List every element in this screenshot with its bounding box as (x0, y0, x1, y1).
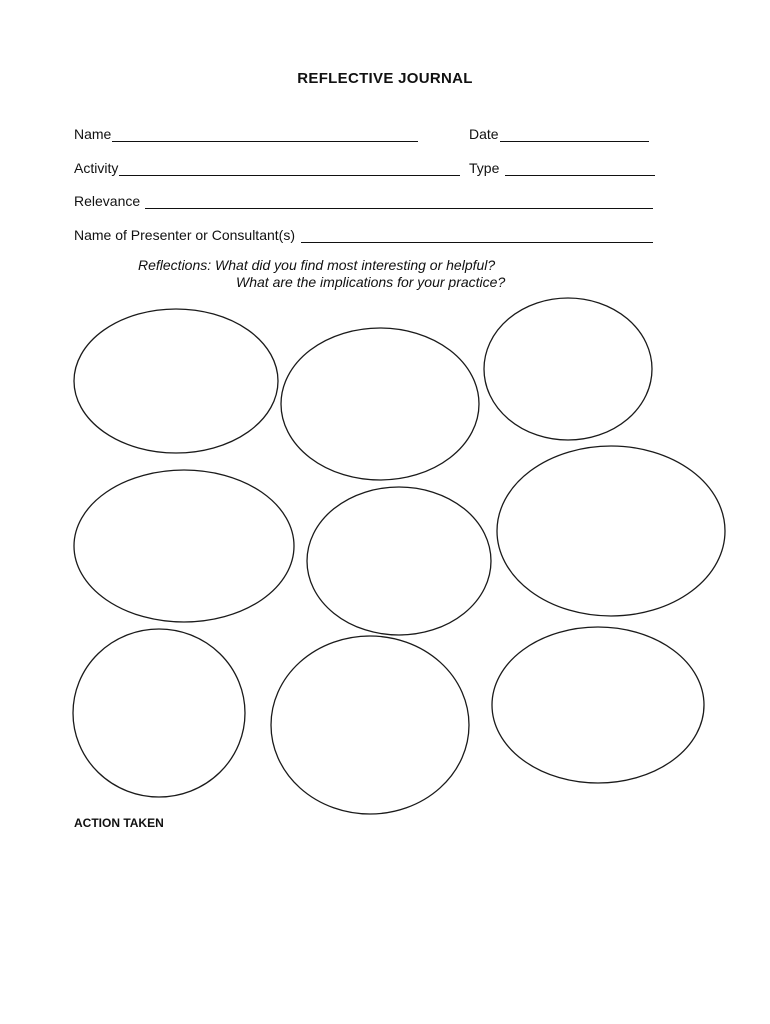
oval-8[interactable] (271, 636, 469, 814)
oval-6[interactable] (497, 446, 725, 616)
oval-1[interactable] (74, 309, 278, 453)
oval-3[interactable] (484, 298, 652, 440)
oval-2[interactable] (281, 328, 479, 480)
name-label: Name (74, 126, 112, 142)
type-label: Type (469, 160, 500, 176)
reflections-prompt-2: What are the implications for your practice? (236, 274, 506, 290)
reflections-prompt-1: Reflections: What did you find most interesting or helpful? (138, 257, 496, 273)
page-title: REFLECTIVE JOURNAL (297, 70, 473, 87)
oval-9[interactable] (492, 627, 704, 783)
date-label: Date (469, 126, 499, 142)
action-taken-heading: ACTION TAKEN (74, 816, 164, 830)
oval-5[interactable] (307, 487, 491, 635)
presenter-label: Name of Presenter or Consultant(s) (74, 227, 295, 243)
activity-label: Activity (74, 160, 119, 176)
oval-7[interactable] (73, 629, 245, 797)
relevance-label: Relevance (74, 193, 141, 209)
oval-4[interactable] (74, 470, 294, 622)
